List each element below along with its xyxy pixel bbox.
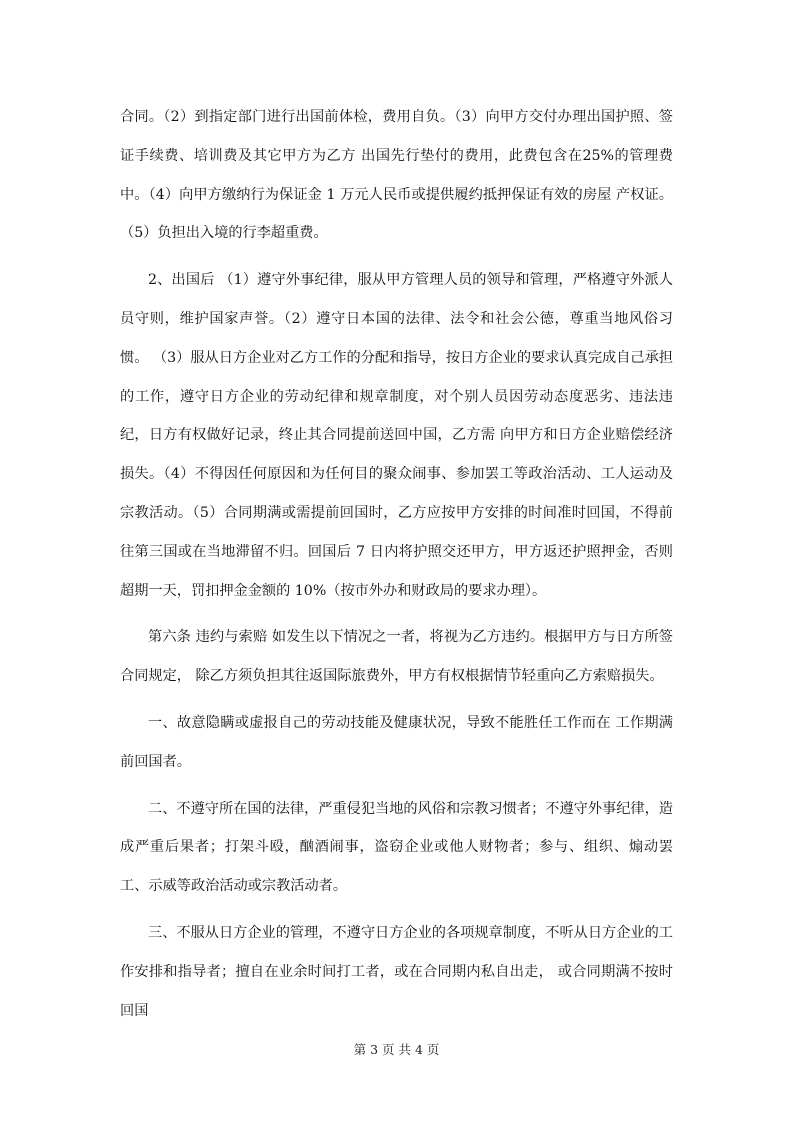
paragraph-post-departure-duties: 2、出国后 （1）遵守外事纪律，服从甲方管理人员的领导和管理，严格遵守外派人员守则，维护国家声誉。（2）遵守日本国的法律、法令和社会公德，尊重当地风俗习惯。 （3）服从日方企业对乙方工作的分配和指导，按日方企业的要求认真完成自己承担的工作，遵守日方企业的劳动纪律和规章制度，对个别人员因劳动态度恶劣、违法违纪，日方有权做好记录，终止其合同提前送回中国，乙方需 向甲方和日方企业赔偿经济损失。（4）不得因任何原因和为任何目的聚众闹事、参加罢工等政治活动、工人运动及宗教活动。（5）合同期满或需提前回国时，乙方应按甲方安排的时间准时回国，不得前往第三国或在当地滞留不归。回国后 7 日内将护照交还甲方，甲方返还护照押金，否则超期一天，罚扣押金金额的 10%（按市外办和财政局的要求办理）。 <box>120 272 673 599</box>
paragraph-clause-three: 三、不服从日方企业的管理，不遵守日方企业的各项规章制度，不听从日方企业的工作安排和指导者；擅自在业余时间打工者，或在合同期内私自出走， 或合同期满不按时回国 <box>120 924 673 1019</box>
paragraph-clause-two: 二、不遵守所在国的法律，严重侵犯当地的风俗和宗教习惯者；不遵守外事纪律，造成严重后果者；打架斗殴，酗酒闹事，盗窃企业或他人财物者；参与、组织、煽动罢工、示威等政治活动或宗教活动者。 <box>120 800 673 895</box>
paragraph-article-six: 第六条 违约与索赔 如发生以下情况之一者，将视为乙方违约。根据甲方与日方所签合同规定， 除乙方须负担其往返国际旅费外，甲方有权根据情节轻重向乙方索赔损失。 <box>120 629 673 685</box>
contract-body <box>120 98 673 1030</box>
page-number-footer: 第 3 页 共 4 页 <box>353 1042 440 1057</box>
paragraph-clause-one: 一、故意隐瞒或虚报自己的劳动技能及健康状况，导致不能胜任工作而在 工作期满前回国者。 <box>120 714 673 770</box>
paragraph-pre-departure-duties: 合同。（2）到指定部门进行出国前体检，费用自负。（3）向甲方交付办理出国护照、签证手续费、培训费及其它甲方为乙方 出国先行垫付的费用，此费包含在25%的管理费中。（4）向甲方缴纳行为保证金 1 万元人民币或提供履约抵押保证有效的房屋 产权证。 （5）负担出入境的行李超重费。 <box>120 109 673 242</box>
